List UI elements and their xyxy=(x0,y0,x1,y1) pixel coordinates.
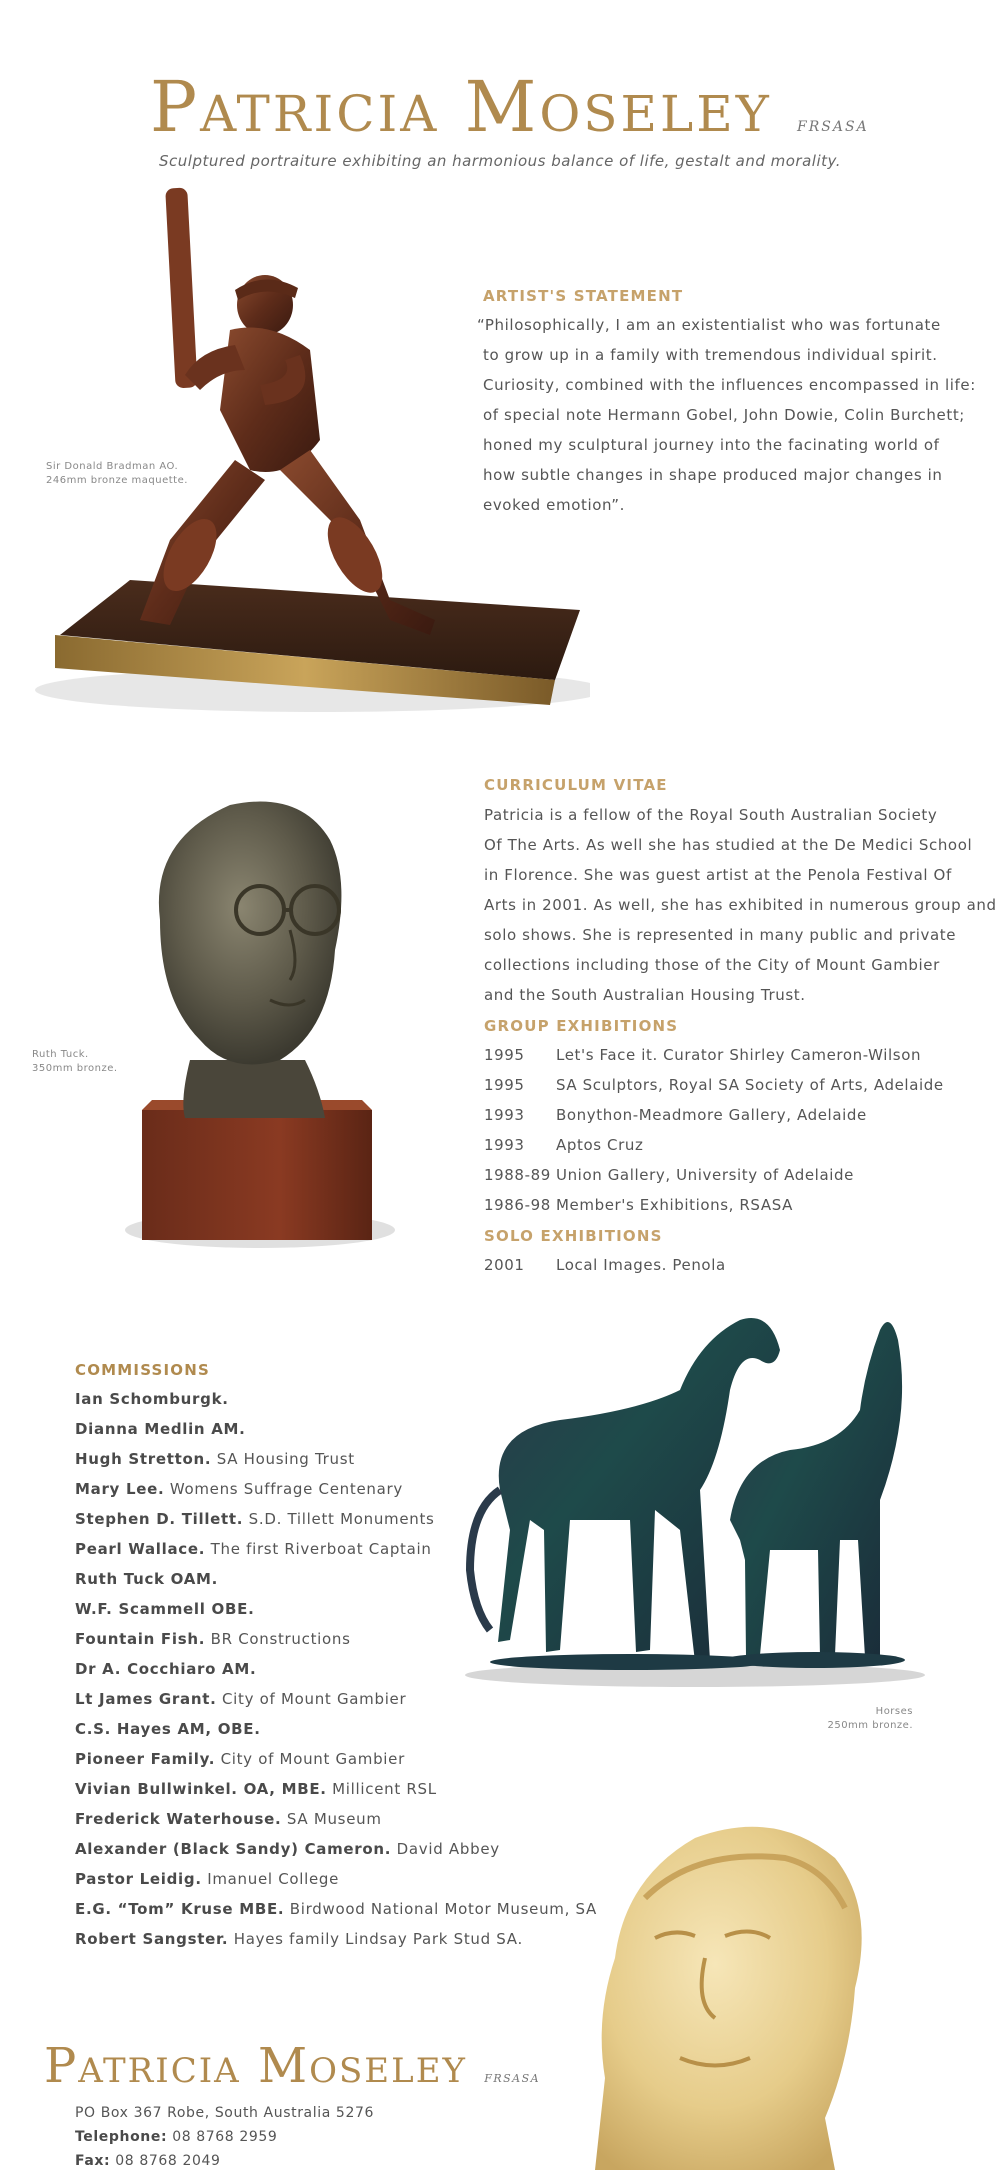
commission-detail: Womens Suffrage Centenary xyxy=(169,1480,403,1498)
exhibition-year: 1986-98 xyxy=(484,1196,551,1214)
contact-block xyxy=(75,2101,374,2173)
cv-line: Patricia is a fellow of the Royal South Australian Society xyxy=(484,806,938,824)
exhibition-title: Let's Face it. Curator Shirley Cameron-Wilson xyxy=(556,1046,922,1064)
cv-line: solo shows. She is represented in many public and private xyxy=(484,926,957,944)
commission-detail: SA Housing Trust xyxy=(216,1450,355,1468)
exhibition-year: 1993 xyxy=(484,1106,525,1124)
commission-detail: BR Constructions xyxy=(210,1630,351,1648)
exhibition-title: Bonython-Meadmore Gallery, Adelaide xyxy=(556,1106,867,1124)
commission-item xyxy=(75,1924,597,1954)
commission-name: Robert Sangster. xyxy=(75,1930,229,1948)
statement-text xyxy=(477,310,976,520)
ruth-tuck-bust-image xyxy=(100,800,420,1260)
exhibition-row xyxy=(484,1100,944,1130)
cv-text xyxy=(484,800,997,1010)
commission-detail: City of Mount Gambier xyxy=(221,1690,407,1708)
statement-line: how subtle changes in shape produced major changes in xyxy=(483,466,943,484)
footer-title-first-rest: ATRICIA xyxy=(78,2051,241,2091)
bradman-caption-detail: 246mm bronze maquette. xyxy=(46,475,188,486)
cv-line: in Florence. She was guest artist at the Penola Festival Of xyxy=(484,866,952,884)
footer-title-initial-last: M xyxy=(257,2038,310,2094)
exhibition-title: SA Sculptors, Royal SA Society of Arts, Adelaide xyxy=(556,1076,944,1094)
exhibition-year: 1993 xyxy=(484,1136,525,1154)
commission-item xyxy=(75,1864,597,1894)
solo-exhibitions-list xyxy=(484,1250,726,1280)
exhibition-year: 1995 xyxy=(484,1076,525,1094)
commission-name: Lt James Grant. xyxy=(75,1690,217,1708)
footer-title-last-rest: OSELEY xyxy=(309,2051,467,2091)
solo-exhibitions-heading: SOLO EXHIBITIONS xyxy=(484,1227,663,1245)
horses-caption-detail: 250mm bronze. xyxy=(827,1720,913,1731)
exhibition-row xyxy=(484,1040,944,1070)
statement-line: of special note Hermann Gobel, John Dowie, Colin Burchett; xyxy=(483,406,965,424)
clay-bust-image xyxy=(585,1818,875,2170)
commission-detail: Hayes family Lindsay Park Stud SA. xyxy=(233,1930,523,1948)
group-exhibitions-heading: GROUP EXHIBITIONS xyxy=(484,1017,679,1035)
commission-detail: City of Mount Gambier xyxy=(220,1750,405,1768)
ruth-tuck-caption-detail: 350mm bronze. xyxy=(32,1063,118,1074)
commission-item xyxy=(75,1714,597,1744)
statement-line: evoked emotion”. xyxy=(483,496,626,514)
exhibition-title: Local Images. Penola xyxy=(556,1256,726,1274)
commission-detail: SA Museum xyxy=(286,1810,382,1828)
commission-detail: Imanuel College xyxy=(207,1870,340,1888)
title-initial-last: M xyxy=(464,66,540,148)
footer-title xyxy=(44,2038,541,2094)
exhibition-title: Member's Exhibitions, RSASA xyxy=(556,1196,793,1214)
commission-name: Fountain Fish. xyxy=(75,1630,206,1648)
commission-item xyxy=(75,1804,597,1834)
commission-item xyxy=(75,1774,597,1804)
address: PO Box 367 Robe, South Australia 5276 xyxy=(75,2105,374,2121)
commission-name: Dianna Medlin AM. xyxy=(75,1420,246,1438)
exhibition-title: Aptos Cruz xyxy=(556,1136,644,1154)
footer-title-initial-first: P xyxy=(44,2038,79,2094)
postnominal: FRSASA xyxy=(797,119,869,135)
commission-item xyxy=(75,1744,597,1774)
commission-name: Pastor Leidig. xyxy=(75,1870,202,1888)
exhibition-row xyxy=(484,1250,726,1280)
ruth-tuck-caption-title: Ruth Tuck. xyxy=(32,1049,89,1060)
exhibition-year: 1988-89 xyxy=(484,1166,551,1184)
commission-name: Mary Lee. xyxy=(75,1480,165,1498)
commission-detail: David Abbey xyxy=(396,1840,500,1858)
statement-line: honed my sculptural journey into the facinating world of xyxy=(483,436,940,454)
page-title xyxy=(150,66,869,148)
exhibition-year: 1995 xyxy=(484,1046,525,1064)
commission-detail: S.D. Tillett Monuments xyxy=(248,1510,435,1528)
bradman-caption xyxy=(46,460,188,488)
exhibition-row xyxy=(484,1130,944,1160)
commission-name: Vivian Bullwinkel. OA, MBE. xyxy=(75,1780,327,1798)
cv-line: Of The Arts. As well she has studied at the De Medici School xyxy=(484,836,973,854)
commission-name: Pearl Wallace. xyxy=(75,1540,206,1558)
exhibition-title: Union Gallery, University of Adelaide xyxy=(556,1166,854,1184)
commission-name: Alexander (Black Sandy) Cameron. xyxy=(75,1840,392,1858)
commission-detail: Millicent RSL xyxy=(332,1780,437,1798)
exhibition-row xyxy=(484,1190,944,1220)
cv-line: and the South Australian Housing Trust. xyxy=(484,986,806,1004)
title-last-rest: OSELEY xyxy=(539,85,772,143)
title-first-rest: ATRICIA xyxy=(200,85,440,143)
ruth-tuck-caption xyxy=(32,1048,118,1076)
exhibition-row xyxy=(484,1160,944,1190)
fax-number: 08 8768 2049 xyxy=(115,2153,221,2169)
telephone xyxy=(75,2125,374,2149)
commission-name: Ian Schomburgk. xyxy=(75,1390,229,1408)
commission-item xyxy=(75,1834,597,1864)
statement-line: Curiosity, combined with the influences encompassed in life: xyxy=(483,376,976,394)
commissions-heading: COMMISSIONS xyxy=(75,1361,211,1379)
commission-name: Hugh Stretton. xyxy=(75,1450,212,1468)
telephone-number: 08 8768 2959 xyxy=(172,2129,278,2145)
cv-heading: CURRICULUM VITAE xyxy=(484,776,668,794)
group-exhibitions-list xyxy=(484,1040,944,1220)
commission-item xyxy=(75,1894,597,1924)
commission-name: Pioneer Family. xyxy=(75,1750,216,1768)
statement-line: “Philosophically, I am an existentialist who was fortunate xyxy=(477,316,941,334)
fax-label: Fax: xyxy=(75,2153,111,2169)
exhibition-row xyxy=(484,1070,944,1100)
commission-detail: The first Riverboat Captain xyxy=(210,1540,432,1558)
fax xyxy=(75,2149,374,2173)
tagline: Sculptured portraiture exhibiting an harmonious balance of life, gestalt and morality. xyxy=(159,152,841,170)
statement-line: to grow up in a family with tremendous individual spirit. xyxy=(483,346,938,364)
horses-caption xyxy=(820,1705,913,1733)
commission-name: Dr A. Cocchiaro AM. xyxy=(75,1660,257,1678)
horses-caption-title: Horses xyxy=(875,1706,913,1717)
exhibition-year: 2001 xyxy=(484,1256,525,1274)
telephone-label: Telephone: xyxy=(75,2129,168,2145)
commission-detail: Birdwood National Motor Museum, SA xyxy=(289,1900,597,1918)
commission-name: W.F. Scammell OBE. xyxy=(75,1600,255,1618)
footer-postnominal: FRSASA xyxy=(484,2072,541,2085)
cv-line: Arts in 2001. As well, she has exhibited in numerous group and xyxy=(484,896,997,914)
commission-name: Frederick Waterhouse. xyxy=(75,1810,282,1828)
horses-sculpture-image xyxy=(440,1310,930,1690)
bradman-caption-title: Sir Donald Bradman AO. xyxy=(46,461,179,472)
title-initial-first: P xyxy=(150,66,201,148)
commission-name: Ruth Tuck OAM. xyxy=(75,1570,219,1588)
statement-heading: ARTIST'S STATEMENT xyxy=(483,287,684,305)
commission-name: E.G. “Tom” Kruse MBE. xyxy=(75,1900,285,1918)
commission-name: Stephen D. Tillett. xyxy=(75,1510,244,1528)
commission-name: C.S. Hayes AM, OBE. xyxy=(75,1720,261,1738)
cv-line: collections including those of the City of Mount Gambier xyxy=(484,956,940,974)
